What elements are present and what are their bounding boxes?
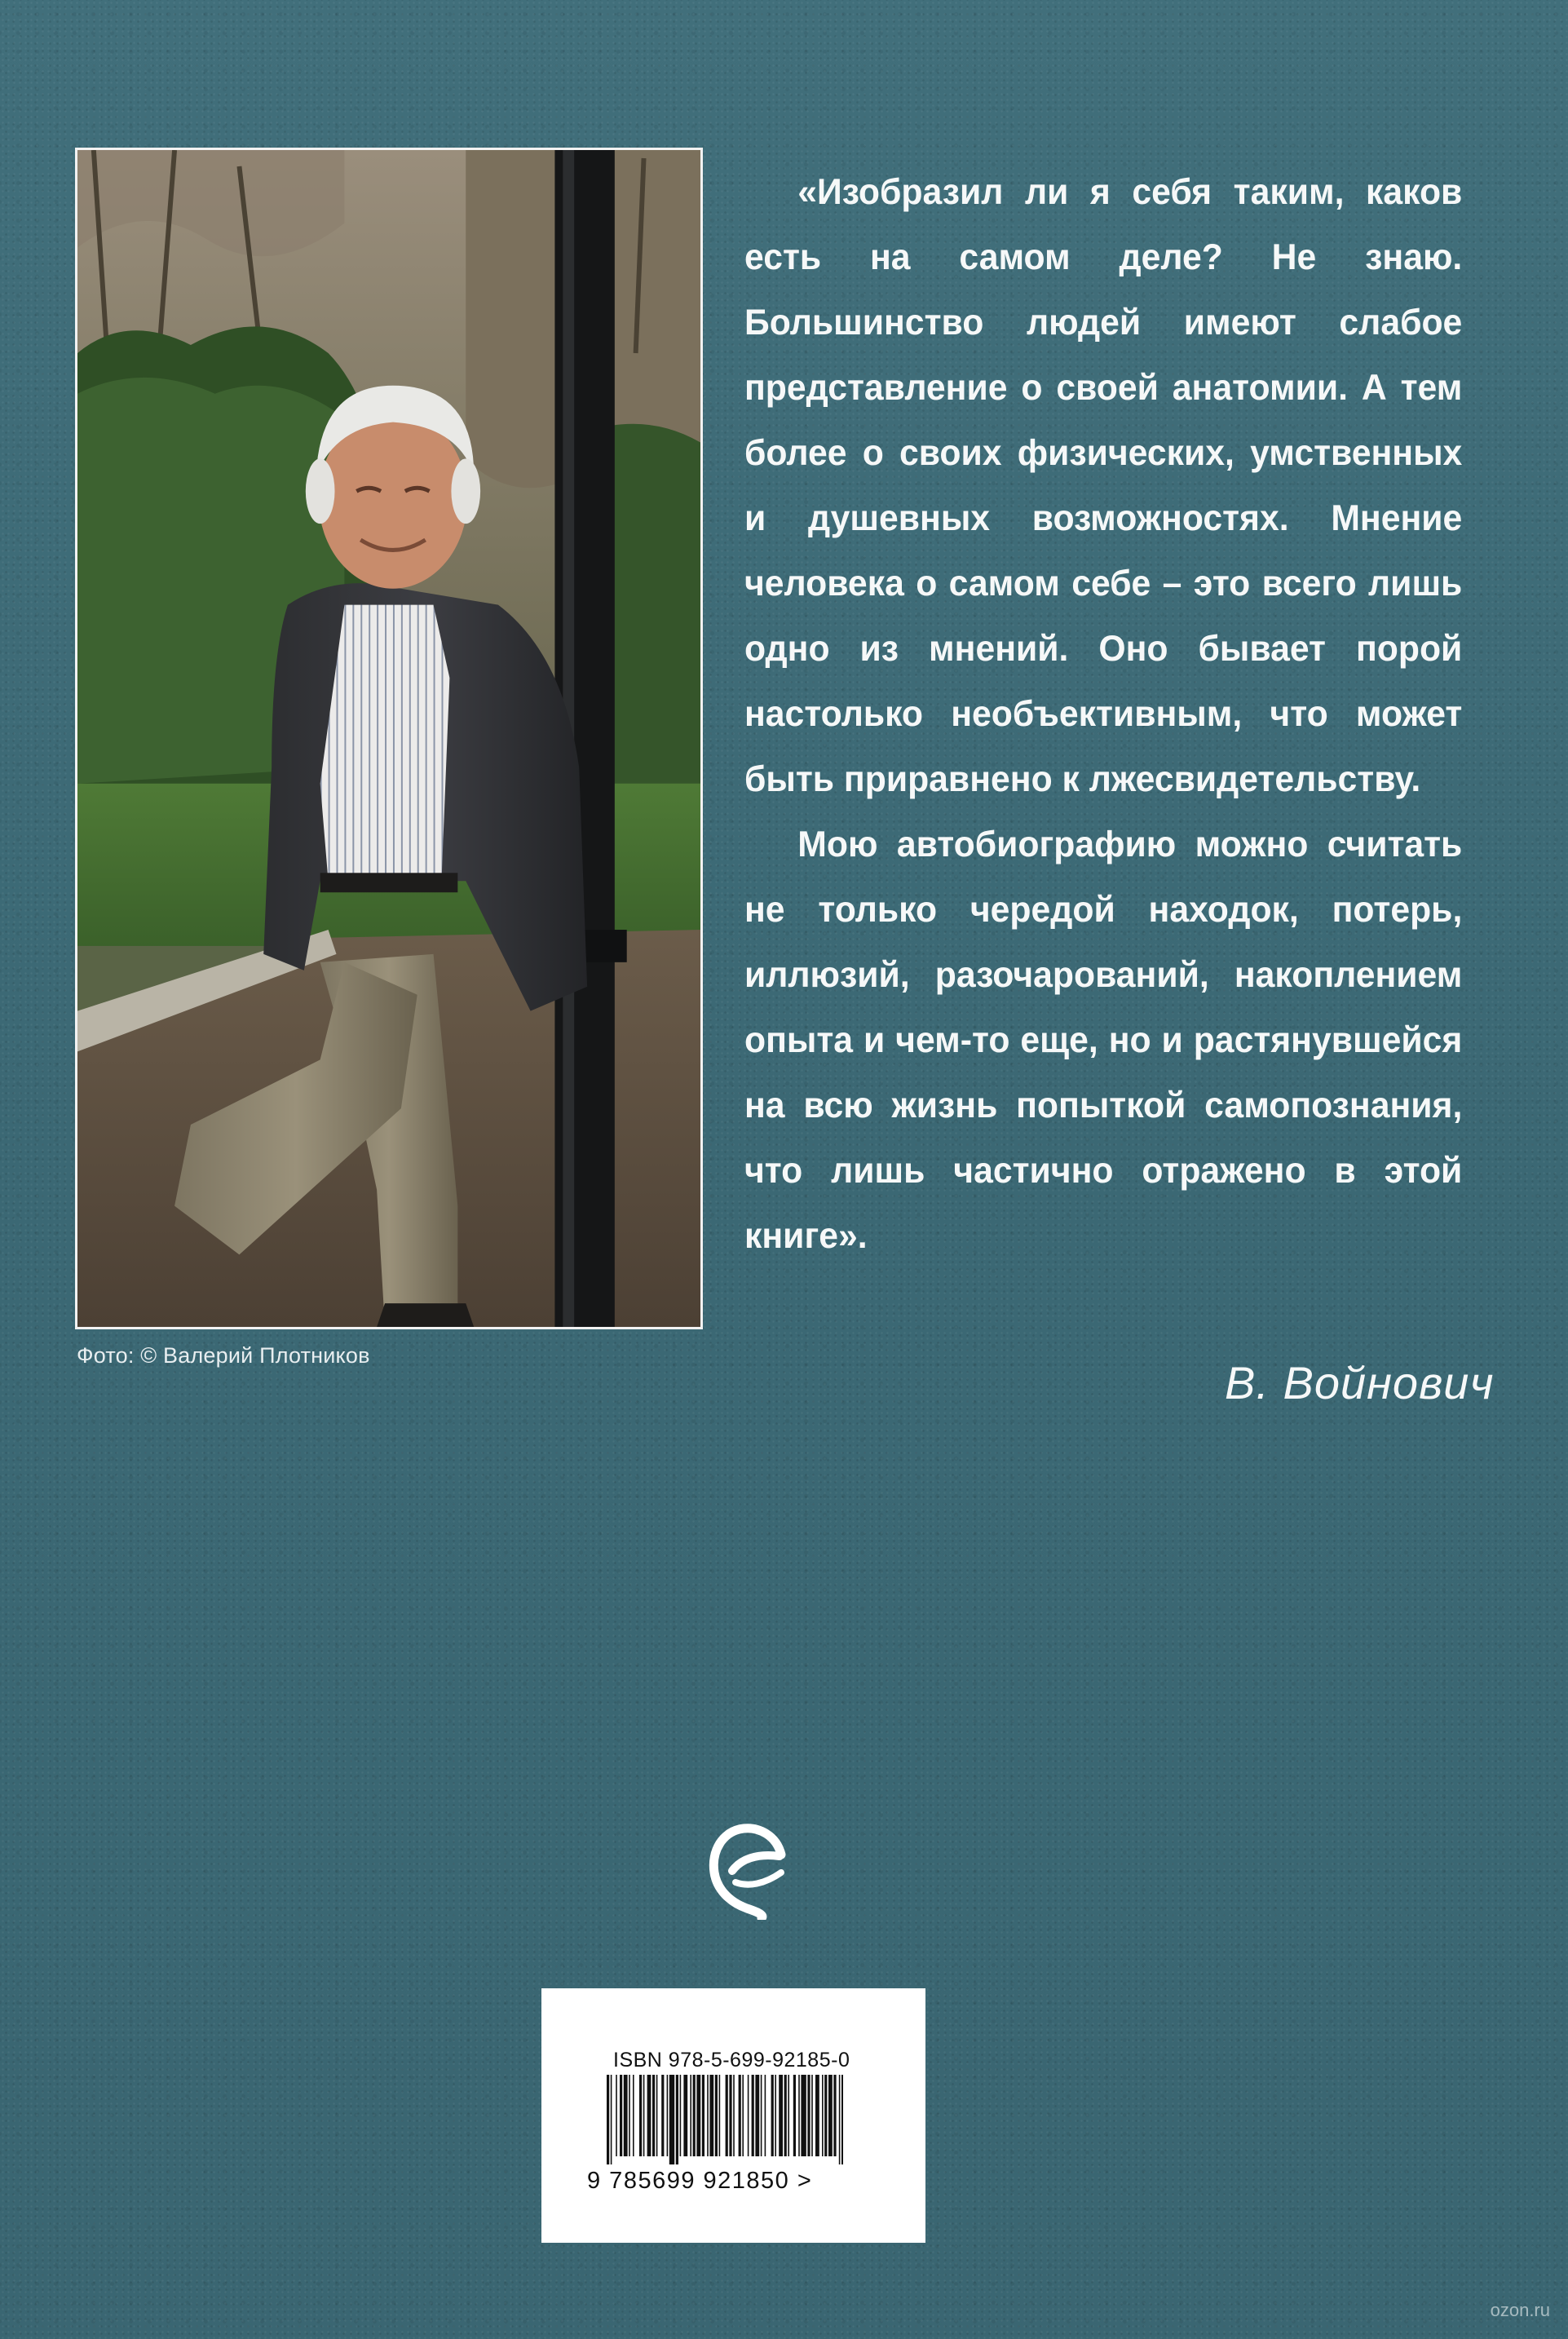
quote-paragraph: Мою автобиографию можно считать не только чередой находок, потерь, иллюзий, разочарований, накоплением опыта и чем-то еще, но и растянувшейся на всю жизнь попыткой самопознания, что лишь частично отражено в этой книге». (744, 825, 1463, 1256)
back-cover-quote (744, 160, 1462, 1269)
isbn-barcode-label (541, 1988, 925, 2243)
author-photo-illustration (77, 150, 700, 1327)
author-photo (75, 148, 703, 1329)
watermark: ozon.ru (1490, 2300, 1550, 2320)
barcode-icon (607, 2075, 843, 2164)
quote-author: В. Войнович (1225, 1357, 1495, 1408)
isbn-number: ISBN 978-5-699-92185-0 (613, 2049, 850, 2071)
barcode-digits: 9 785699 921850 > (587, 2168, 813, 2194)
eksmo-e-logo-icon (708, 1824, 791, 1920)
photo-credit: Фото: © Валерий Плотников (77, 1343, 370, 1368)
quote-paragraph: «Изобразил ли я себя таким, каков есть на самом деле? Не знаю. Большинство людей имеют слабое представление о своей анатомии. А тем более о своих физических, умственных и душевных возможностях. Мнение человека о самом себе – это всего лишь одно из мнений. Оно бывает порой настолько необъективным, что может быть приравнено к лжесвидетельству. (744, 172, 1463, 799)
